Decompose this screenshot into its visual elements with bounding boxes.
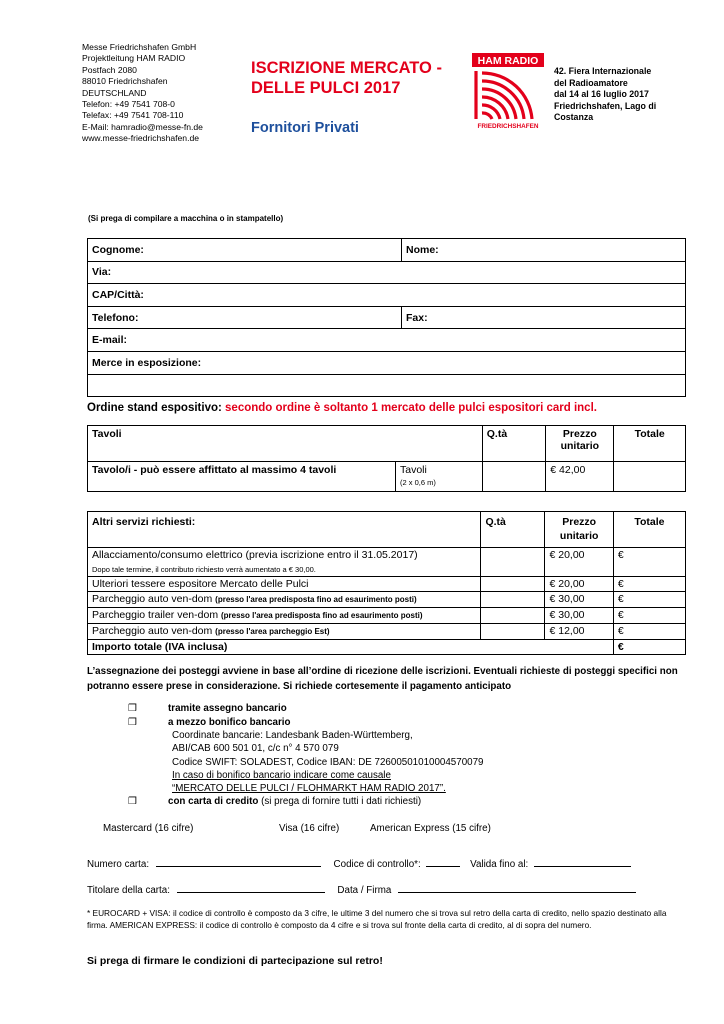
col-header: Altri servizi richiesti: [88,512,481,548]
card-holder-input[interactable] [177,882,325,893]
card-mastercard[interactable]: Mastercard (16 cifre) [103,823,194,834]
col-header: Totale [614,426,686,462]
card-number-row [87,856,631,870]
unit-price: € 30,00 [545,592,613,608]
title-line: ISCRIZIONE MERCATO - [251,59,442,77]
payment-label: a mezzo bonifico bancario [168,717,291,728]
surname-field[interactable]: Cognome: [88,239,402,262]
bank-details [172,729,484,795]
address-line: Postfach 2080 [82,64,137,75]
address-line: Telefon: +49 7541 708-0 [82,99,175,110]
payment-label: con carta di credito [168,796,259,807]
address-line: Telefax: +49 7541 708-110 [82,110,184,121]
table-row-label: Tavolo/i - può essere affittato al massimo 4 tavoli [88,462,396,492]
card-number-label: Numero carta: [87,859,150,870]
unit-price: € 42,00 [546,462,614,492]
col-header: Tavoli [88,426,483,462]
phone-field[interactable]: Telefono: [88,306,402,329]
col-header: Q.tà [482,426,546,462]
logo-text-bottom: FRIEDRICHSHAFEN [477,123,539,129]
street-field[interactable]: Via: [88,261,686,284]
title-line: DELLE PULCI 2017 [251,79,401,97]
checkbox-icon[interactable]: ❒ [128,703,137,714]
fax-field[interactable]: Fax: [402,306,686,329]
total-input[interactable]: € [613,624,685,640]
fair-info-line: del Radioamatore [554,77,628,88]
goods-field[interactable]: Merce in esposizione: [88,351,686,374]
name-field[interactable]: Nome: [402,239,686,262]
payment-label: tramite assegno bancario [168,703,287,714]
col-header: Prezzo unitario [545,512,613,548]
payment-note: (si prega di fornire tutti i dati richiesti) [261,796,422,807]
service-row: Parcheggio trailer ven-dom (presso l'area predisposta fino ad esaurimento posti) [88,608,481,624]
unit-price: € 20,00 [545,577,613,592]
checkbox-icon[interactable]: ❒ [128,717,137,728]
total-input[interactable]: € [613,592,685,608]
address-line: DEUTSCHLAND [82,87,147,98]
total-input[interactable] [614,462,686,492]
address-line: Messe Friedrichshafen GmbH [82,42,197,52]
fair-info-line: Costanza [554,112,594,122]
form-title [251,58,442,98]
total-row-label: Importo totale (IVA inclusa) [88,640,614,655]
assignment-notice: L’assegnazione dei posteggi avviene in base all’ordine di ricezione delle iscrizioni. Eventuali richieste di posteggi specifici non potranno essere prese in considerazione. Si richiede cortesemente il pagamento anticipato [87,666,678,692]
qty-input[interactable] [481,608,545,624]
payment-option-transfer[interactable] [128,717,290,728]
services-table [87,511,686,655]
order-label: Ordine stand espositivo: [87,402,222,414]
grand-total-input[interactable]: € [613,640,685,655]
expiry-label: Valida fino al: [470,859,529,870]
fill-note: (Si prega di compilare a macchina o in stampatello) [88,214,284,223]
qty-input[interactable] [481,624,545,640]
qty-input[interactable] [481,548,545,577]
card-holder-label: Titolare della carta: [87,885,170,896]
organizer-address [82,42,203,145]
fair-info-line: Friedrichshafen, Lago di [554,100,657,111]
fair-info-line: dal 14 al 16 luglio 2017 [554,89,649,99]
fair-info [554,66,656,124]
unit-price: € 30,00 [545,608,613,624]
cvc-label: Codice di controllo*: [333,859,421,870]
expiry-input[interactable] [534,856,631,867]
bank-line: Coordinate bancarie: Landesbank Baden-Württemberg, [172,730,413,741]
service-row: Parcheggio auto ven-dom (presso l'area predisposta fino ad esaurimento posti) [88,592,481,608]
qty-input[interactable] [481,577,545,592]
total-input[interactable]: € [613,548,685,577]
bank-line: “MERCATO DELLE PULCI / FLOHMARKT HAM RADIO 2017”. [172,783,446,795]
total-input[interactable]: € [613,608,685,624]
ham-radio-logo [470,53,546,129]
stand-order-heading [87,402,597,414]
bank-line: In caso di bonifico bancario indicare come causale [172,769,391,781]
card-amex[interactable]: American Express (15 cifre) [370,823,491,834]
date-signature-input[interactable] [398,882,636,893]
order-note: secondo ordine è soltanto 1 mercato delle pulci espositori card incl. [225,402,597,414]
col-header: Totale [613,512,685,548]
bank-line: Codice SWIFT: SOLADEST, Codice IBAN: DE 72600501010004570079 [172,756,484,768]
form-subtitle: Fornitori Privati [251,120,359,136]
card-visa[interactable]: Visa (16 cifre) [279,823,340,834]
card-holder-row [87,882,636,896]
bank-line: ABI/CAB 600 501 01, c/c n° 4 570 079 [172,743,339,755]
cvc-input[interactable] [426,856,460,867]
fair-info-line: 42. Fiera Internazionale [554,66,652,76]
address-line: E-Mail: hamradio@messe-fn.de [82,121,203,132]
zip-city-field[interactable]: CAP/Città: [88,284,686,307]
payment-option-card[interactable] [128,796,421,807]
payment-option-cheque[interactable] [128,703,287,714]
card-number-input[interactable] [156,856,321,867]
service-row: Ulteriori tessere espositore Mercato delle Pulci [88,577,481,592]
date-signature-label: Data / Firma [337,885,392,896]
checkbox-icon[interactable]: ❒ [128,796,137,807]
total-input[interactable]: € [613,577,685,592]
personal-data-table [87,238,686,397]
unit-price: € 20,00 [545,548,613,577]
col-header: Q.tà [481,512,545,548]
footnote: * EUROCARD + VISA: il codice di controllo è composto da 3 cifre, le ultime 3 del numero che si trova sul retro della carta di credito, nello spazio destinato alla firma. AMERICAN EXPRESS: il codice di controllo è composto da 4 cifre e si trova sul fronte della carta di credito, al di sopra del numero. [87,908,667,930]
address-line: www.messe-friedrichshafen.de [82,133,200,144]
address-line: Projektleitung HAM RADIO [82,53,186,64]
email-field[interactable]: E-mail: [88,329,686,352]
service-row: Allacciamento/consumo elettrico (previa iscrizione entro il 31.05.2017) Dopo tale termine, il contributo richiesto verrà aumentato a € 30,00. [88,548,481,577]
logo-text-top: HAM RADIO [477,55,539,67]
qty-input[interactable] [482,462,546,492]
qty-input[interactable] [481,592,545,608]
tables-order-table [87,425,686,492]
address-line: 88010 Friedrichshafen [82,76,168,87]
service-row: Parcheggio auto ven-dom (presso l'area parcheggio Est) [88,624,481,640]
table-unit: Tavoli (2 x 0,6 m) [395,462,482,492]
col-header: Prezzo unitario [546,426,614,462]
signature-reminder: Si prega di firmare le condizioni di partecipazione sul retro! [87,955,383,967]
unit-price: € 12,00 [545,624,613,640]
goods-extra-field[interactable] [88,374,686,397]
